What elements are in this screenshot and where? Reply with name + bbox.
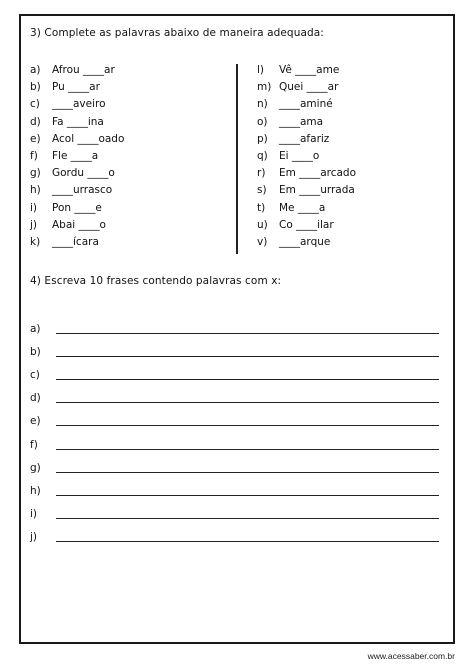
- sentence-line: [30, 336, 439, 359]
- line-label: d): [30, 392, 41, 405]
- list-item: [257, 96, 356, 113]
- list-item: [30, 182, 124, 199]
- write-line[interactable]: [56, 425, 439, 426]
- item-text[interactable]: ____ama: [279, 115, 324, 128]
- item-text[interactable]: Co ____ilar: [279, 218, 334, 231]
- sentence-line: [30, 359, 439, 382]
- column-divider: [236, 64, 238, 254]
- sentence-line: [30, 405, 439, 428]
- write-line[interactable]: [56, 518, 439, 519]
- list-item: [257, 234, 356, 251]
- item-label: j): [30, 218, 38, 231]
- item-label: b): [30, 81, 41, 94]
- item-label: e): [30, 132, 41, 145]
- list-item: [257, 217, 356, 234]
- write-line[interactable]: [56, 379, 439, 380]
- write-line[interactable]: [56, 495, 439, 496]
- item-text[interactable]: ____aveiro: [52, 98, 106, 111]
- item-label: c): [30, 98, 40, 111]
- list-item: [30, 217, 124, 234]
- write-line[interactable]: [56, 472, 439, 473]
- line-label: j): [30, 530, 38, 543]
- item-label: r): [257, 167, 266, 180]
- item-text[interactable]: Em ____arcado: [279, 167, 357, 180]
- list-item: [257, 148, 356, 165]
- list-item: [30, 62, 124, 79]
- line-label: b): [30, 346, 41, 359]
- item-label: u): [257, 218, 268, 231]
- list-item: [257, 182, 356, 199]
- sentence-line: [30, 498, 439, 521]
- sentence-line: [30, 521, 439, 544]
- item-text[interactable]: Gordu ____o: [52, 167, 115, 180]
- write-line[interactable]: [56, 449, 439, 450]
- item-label: k): [30, 235, 41, 248]
- write-line[interactable]: [56, 333, 439, 334]
- item-label: n): [257, 98, 268, 111]
- write-line[interactable]: [56, 356, 439, 357]
- list-item: [257, 165, 356, 182]
- list-item: [257, 62, 356, 79]
- list-item: [30, 131, 124, 148]
- list-item: [257, 200, 356, 217]
- line-label: c): [30, 369, 40, 382]
- item-text[interactable]: Ei ____o: [279, 149, 320, 162]
- sentence-lines: [30, 313, 439, 544]
- list-item: [30, 234, 124, 251]
- item-text[interactable]: Me ____a: [279, 201, 326, 214]
- line-label: e): [30, 415, 41, 428]
- list-item: [30, 96, 124, 113]
- item-text[interactable]: ____ícara: [52, 235, 99, 248]
- line-label: g): [30, 461, 41, 474]
- item-text[interactable]: Pon ____e: [52, 201, 102, 214]
- line-label: a): [30, 323, 41, 336]
- item-label: i): [30, 201, 38, 214]
- list-item: [257, 131, 356, 148]
- item-label: a): [30, 64, 41, 76]
- item-label: h): [30, 184, 41, 197]
- list-item: [30, 200, 124, 217]
- item-text[interactable]: ____urrasco: [52, 184, 113, 197]
- item-text[interactable]: ____afariz: [279, 132, 330, 145]
- item-label: l): [257, 64, 265, 76]
- question-4-title: 4) Escreva 10 frases contendo palavras com x:: [30, 275, 282, 287]
- item-label: p): [257, 132, 268, 145]
- item-text[interactable]: ____aminé: [279, 98, 333, 111]
- sentence-line: [30, 313, 439, 336]
- item-label: o): [257, 115, 268, 128]
- item-label: t): [257, 201, 266, 214]
- item-label: g): [30, 167, 41, 180]
- item-text[interactable]: Vê ____ame: [279, 64, 340, 76]
- list-item: [257, 114, 356, 131]
- item-label: s): [257, 184, 267, 197]
- item-text[interactable]: Afrou ____ar: [52, 64, 115, 76]
- item-label: d): [30, 115, 41, 128]
- sentence-line: [30, 428, 439, 451]
- list-item: [257, 79, 356, 96]
- sentence-line: [30, 382, 439, 405]
- question-3-title: 3) Complete as palavras abaixo de maneira adequada:: [30, 27, 324, 39]
- sentence-line: [30, 452, 439, 475]
- item-label: m): [257, 81, 272, 94]
- item-label: v): [257, 235, 268, 248]
- item-label: q): [257, 149, 268, 162]
- list-item: [30, 79, 124, 96]
- write-line[interactable]: [56, 402, 439, 403]
- line-label: i): [30, 507, 38, 520]
- item-text[interactable]: ____arque: [279, 235, 331, 248]
- line-label: h): [30, 484, 41, 497]
- sentence-line: [30, 475, 439, 498]
- item-text[interactable]: Abai ____o: [52, 218, 106, 231]
- right-word-list: [257, 62, 356, 251]
- item-text[interactable]: Quei ____ar: [279, 81, 339, 94]
- list-item: [30, 165, 124, 182]
- item-text[interactable]: Fle ____a: [52, 149, 99, 162]
- left-word-list: [30, 62, 124, 251]
- item-text[interactable]: Fa ____ina: [52, 115, 104, 128]
- list-item: [30, 114, 124, 131]
- item-label: f): [30, 149, 38, 162]
- footer-url[interactable]: www.acessaber.com.br: [367, 651, 455, 661]
- item-text[interactable]: Pu ____ar: [52, 81, 100, 94]
- item-text[interactable]: Em ____urrada: [279, 184, 355, 197]
- write-line[interactable]: [56, 541, 439, 542]
- list-item: [30, 148, 124, 165]
- line-label: f): [30, 438, 38, 451]
- item-text[interactable]: Acol ____oado: [52, 132, 125, 145]
